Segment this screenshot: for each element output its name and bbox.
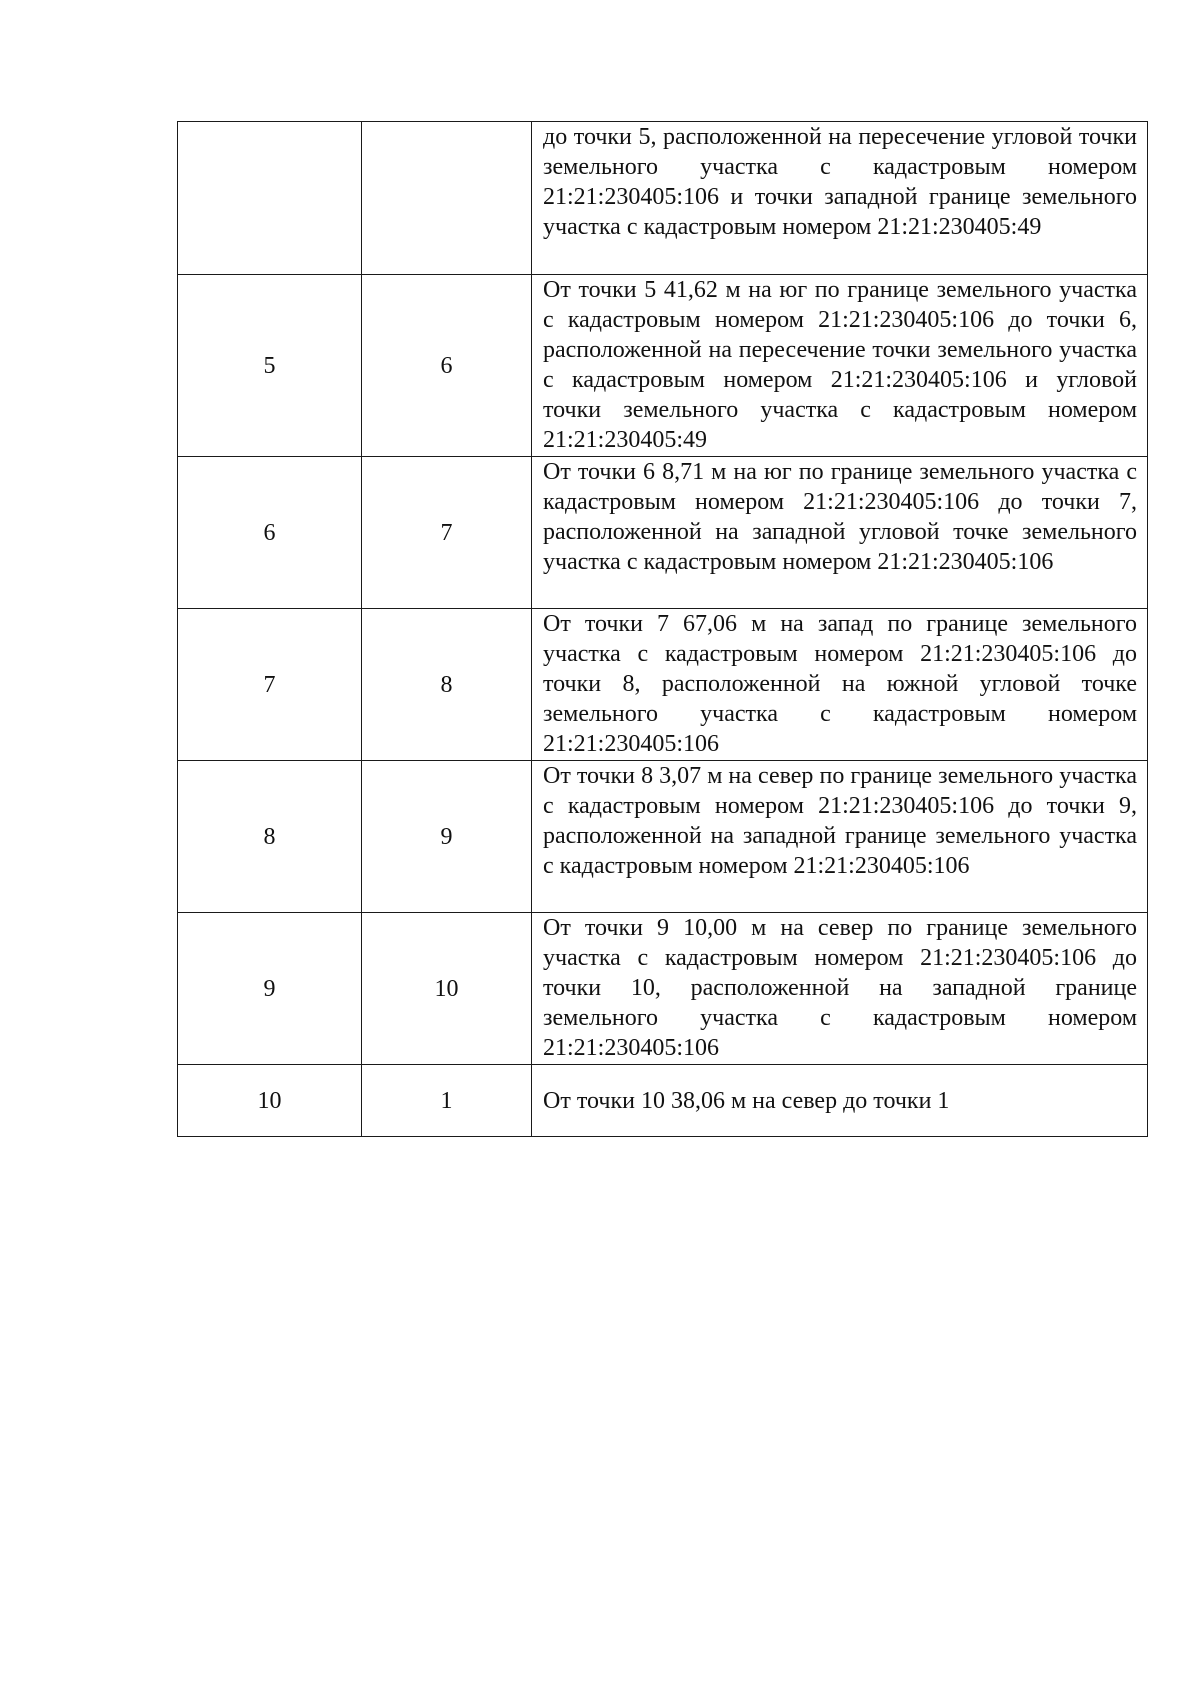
table-row bbox=[178, 457, 1148, 609]
table-row bbox=[178, 913, 1148, 1065]
table-row bbox=[178, 275, 1148, 457]
table-row bbox=[178, 609, 1148, 761]
to-point-cell bbox=[362, 122, 532, 275]
from-point-cell bbox=[178, 122, 362, 275]
boundary-description-cell: От точки 8 3,07 м на север по границе земельного участка с кадастровым номером 21:21:230405:106 до точки 9, расположенной на западной границе земельного участка с кадастровым номером 21:21:230405:106 bbox=[532, 761, 1148, 913]
boundary-description-cell: От точки 9 10,00 м на север по границе земельного участка с кадастровым номером 21:21:230405:106 до точки 10, расположенной на западной границе земельного участка с кадастровым номером 21:21:230405:106 bbox=[532, 913, 1148, 1065]
to-point-cell: 7 bbox=[362, 457, 532, 609]
boundary-description-cell: От точки 6 8,71 м на юг по границе земельного участка с кадастровым номером 21:21:230405:106 до точки 7, расположенной на западной угловой точке земельного участка с кадастровым номером 21:21:230405:106 bbox=[532, 457, 1148, 609]
to-point-cell: 8 bbox=[362, 609, 532, 761]
table-row bbox=[178, 1065, 1148, 1137]
from-point-cell: 10 bbox=[178, 1065, 362, 1137]
from-point-cell: 6 bbox=[178, 457, 362, 609]
to-point-cell: 6 bbox=[362, 275, 532, 457]
to-point-cell: 9 bbox=[362, 761, 532, 913]
boundary-description-cell: От точки 5 41,62 м на юг по границе земельного участка с кадастровым номером 21:21:230405:106 до точки 6, расположенной на пересечение точки земельного участка с кадастровым номером 21:21:230405:106 и угловой точки земельного участка с кадастровым номером 21:21:230405:49 bbox=[532, 275, 1148, 457]
from-point-cell: 8 bbox=[178, 761, 362, 913]
to-point-cell: 1 bbox=[362, 1065, 532, 1137]
boundary-description-cell: От точки 7 67,06 м на запад по границе земельного участка с кадастровым номером 21:21:230405:106 до точки 8, расположенной на южной угловой точке земельного участка с кадастровым номером 21:21:230405:106 bbox=[532, 609, 1148, 761]
from-point-cell: 7 bbox=[178, 609, 362, 761]
boundary-description-cell: до точки 5, расположенной на пересечение угловой точки земельного участка с кадастровым номером 21:21:230405:106 и точки западной границе земельного участка с кадастровым номером 21:21:230405:49 bbox=[532, 122, 1148, 275]
from-point-cell: 5 bbox=[178, 275, 362, 457]
boundary-description-cell: От точки 10 38,06 м на север до точки 1 bbox=[532, 1065, 1148, 1137]
boundary-description-table bbox=[177, 121, 1148, 1137]
table-row bbox=[178, 761, 1148, 913]
table-row bbox=[178, 122, 1148, 275]
from-point-cell: 9 bbox=[178, 913, 362, 1065]
to-point-cell: 10 bbox=[362, 913, 532, 1065]
